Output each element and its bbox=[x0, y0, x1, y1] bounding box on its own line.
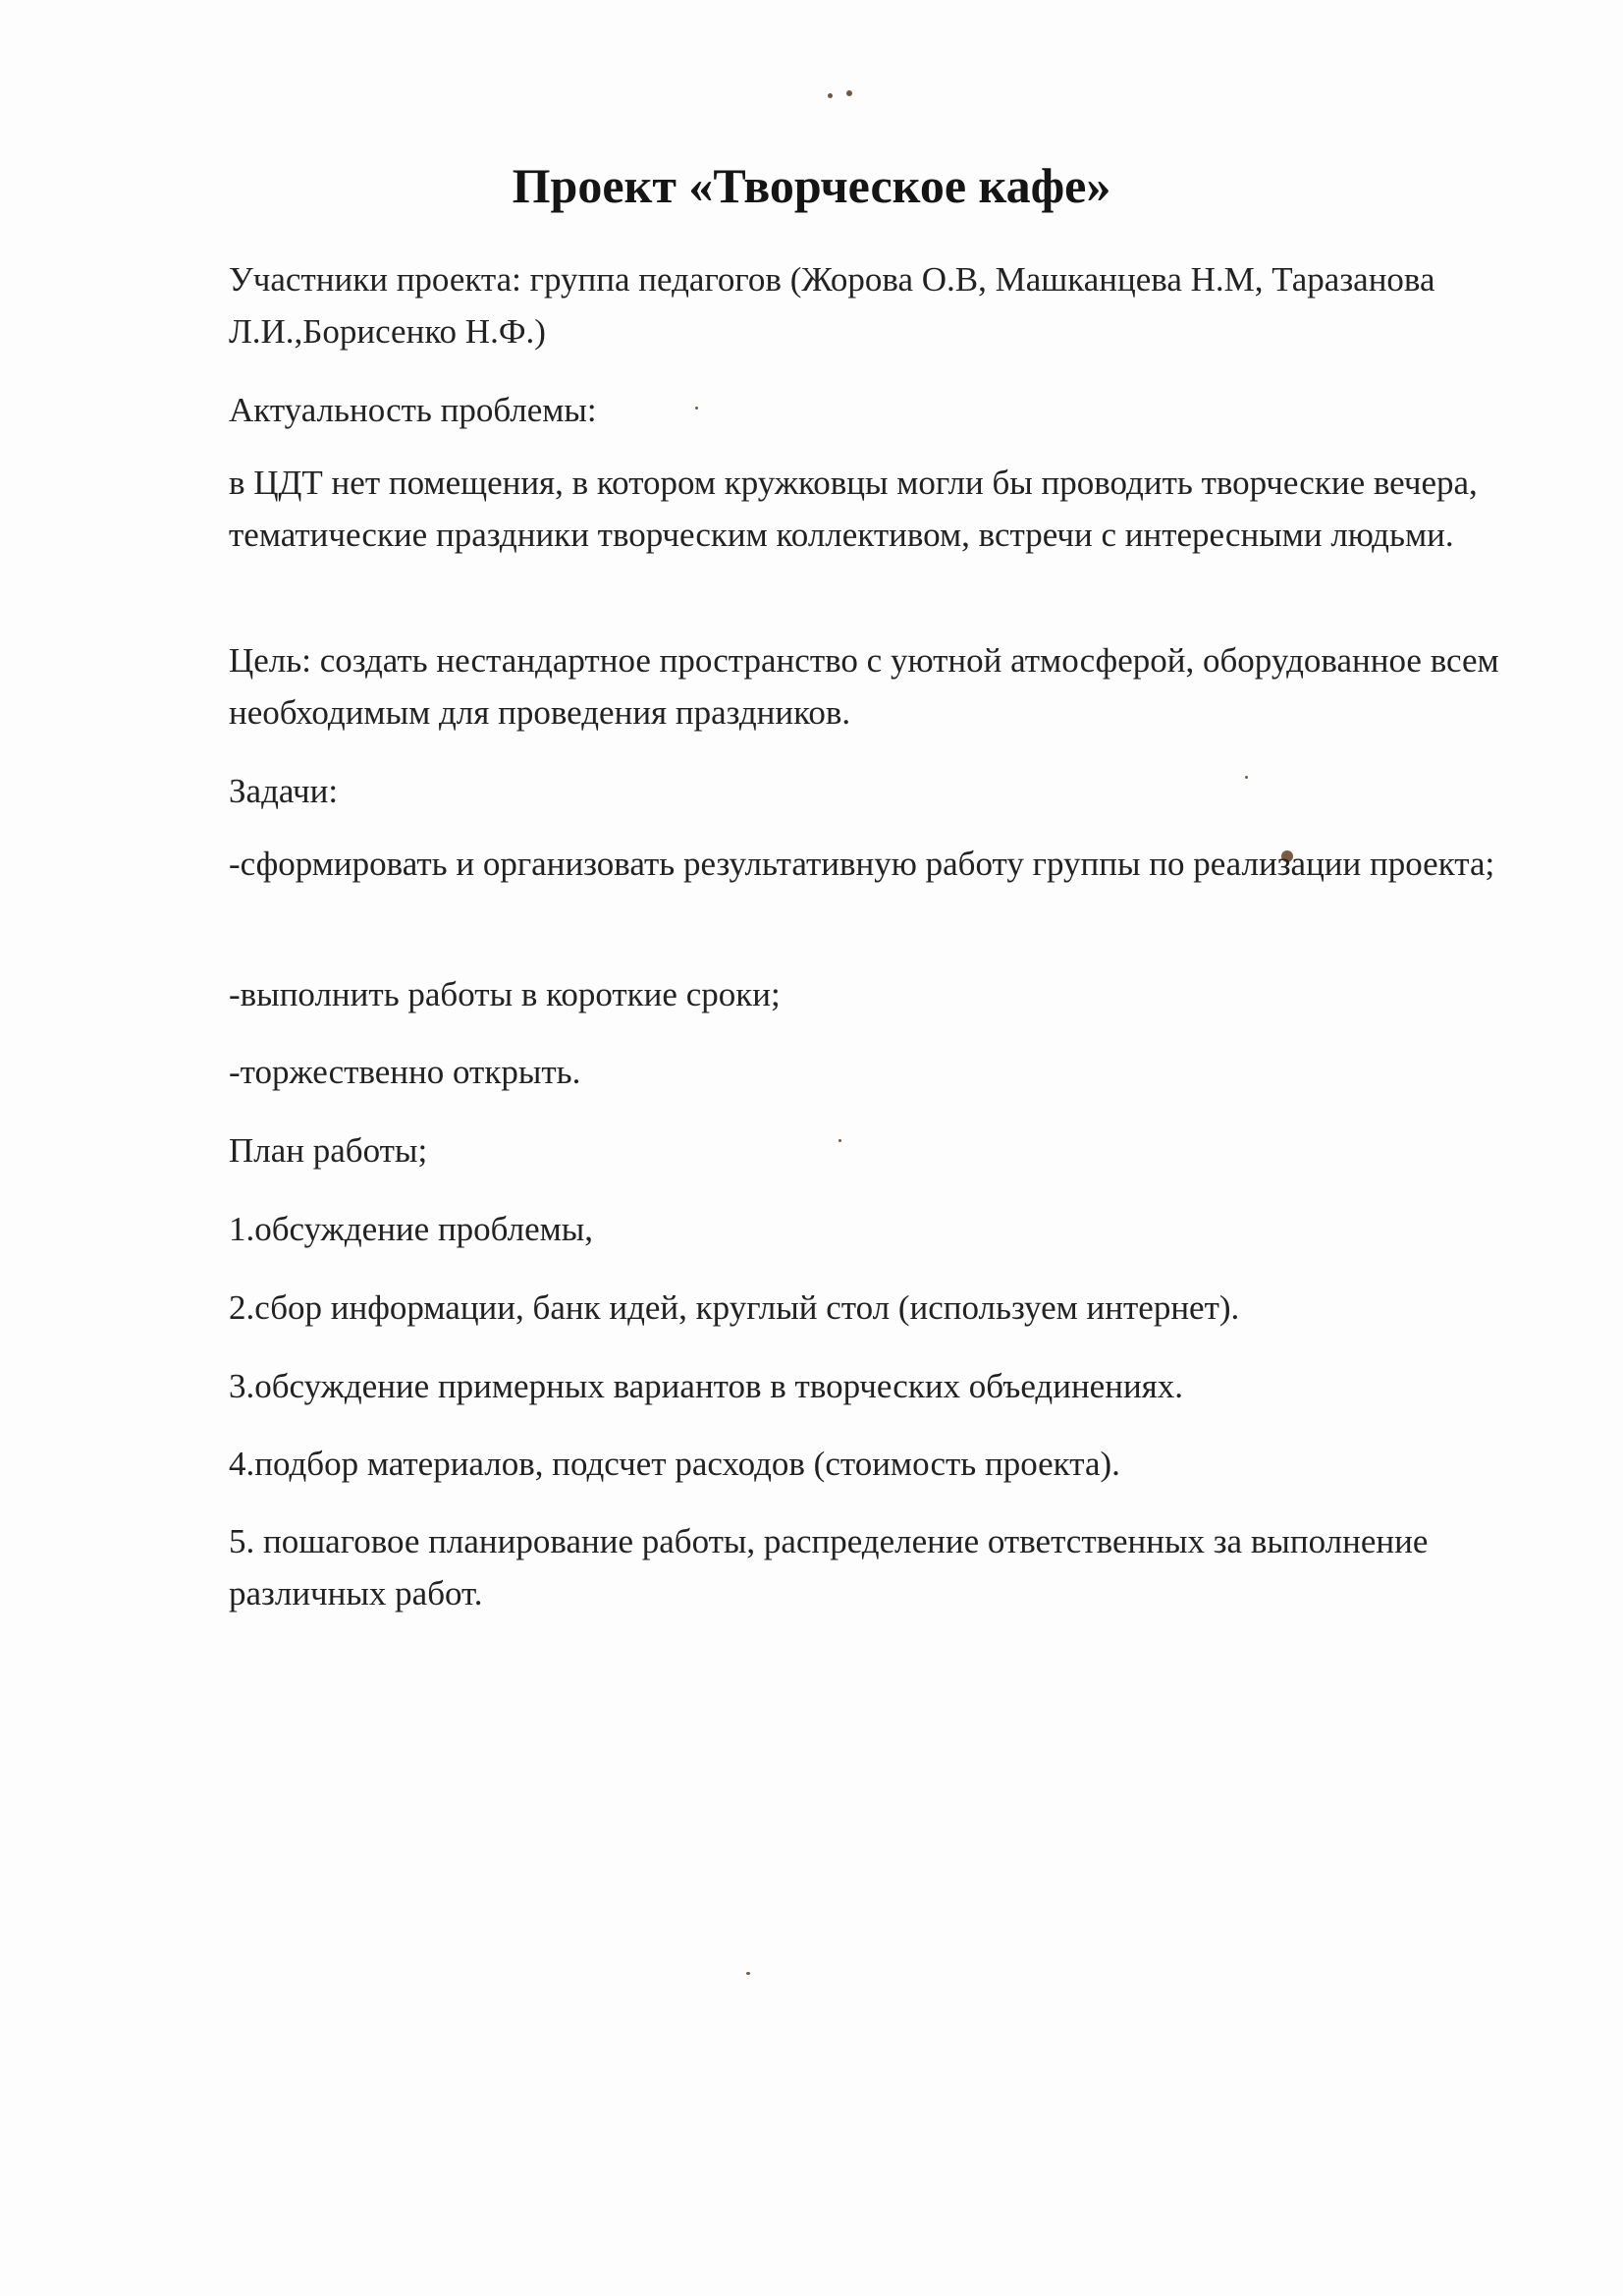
paragraph-task-1: -сформировать и организовать результативную работу группы по реализации проекта; bbox=[229, 845, 1495, 883]
paragraph-goal: Цель: создать нестандартное пространство с уютной атмосферой, оборудованное всем необходимым для проведения праздников. bbox=[229, 641, 1499, 732]
paragraph-plan-5: 5. пошаговое планирование работы, распределение ответственных за выполнение различных работ. bbox=[229, 1522, 1429, 1613]
paragraph-task-2: -выполнить работы в короткие сроки; bbox=[229, 975, 781, 1013]
document-title: Проект «Творческое кафе» bbox=[512, 158, 1111, 213]
scan-speck bbox=[828, 93, 833, 98]
paragraph-plan-3: 3.обсуждение примерных вариантов в творческих объединениях. bbox=[229, 1367, 1184, 1405]
paragraph-task-3: -торжественно открыть. bbox=[229, 1053, 581, 1091]
scan-speck bbox=[746, 1972, 750, 1975]
paragraph-participants: Участники проекта: группа педагогов (Жорова О.В, Машканцева Н.М, Таразанова Л.И.,Борисенко Н.Ф.) bbox=[229, 260, 1435, 351]
scan-speck bbox=[846, 90, 852, 96]
paragraph-relevance-heading: Актуальность проблемы: bbox=[229, 391, 597, 429]
paragraph-plan-2: 2.сбор информации, банк идей, круглый стол (используем интернет). bbox=[229, 1288, 1240, 1327]
paragraph-plan-heading: План работы; bbox=[229, 1131, 428, 1170]
paragraph-plan-4: 4.подбор материалов, подсчет расходов (стоимость проекта). bbox=[229, 1445, 1120, 1483]
paragraph-plan-1: 1.обсуждение проблемы, bbox=[229, 1210, 594, 1248]
paragraph-relevance: в ЦДТ нет помещения, в котором кружковцы могли бы проводить творческие вечера, тематические праздники творческим коллективом, встречи с интересными людьми. bbox=[229, 464, 1478, 554]
paragraph-tasks-heading: Задачи: bbox=[229, 772, 339, 810]
